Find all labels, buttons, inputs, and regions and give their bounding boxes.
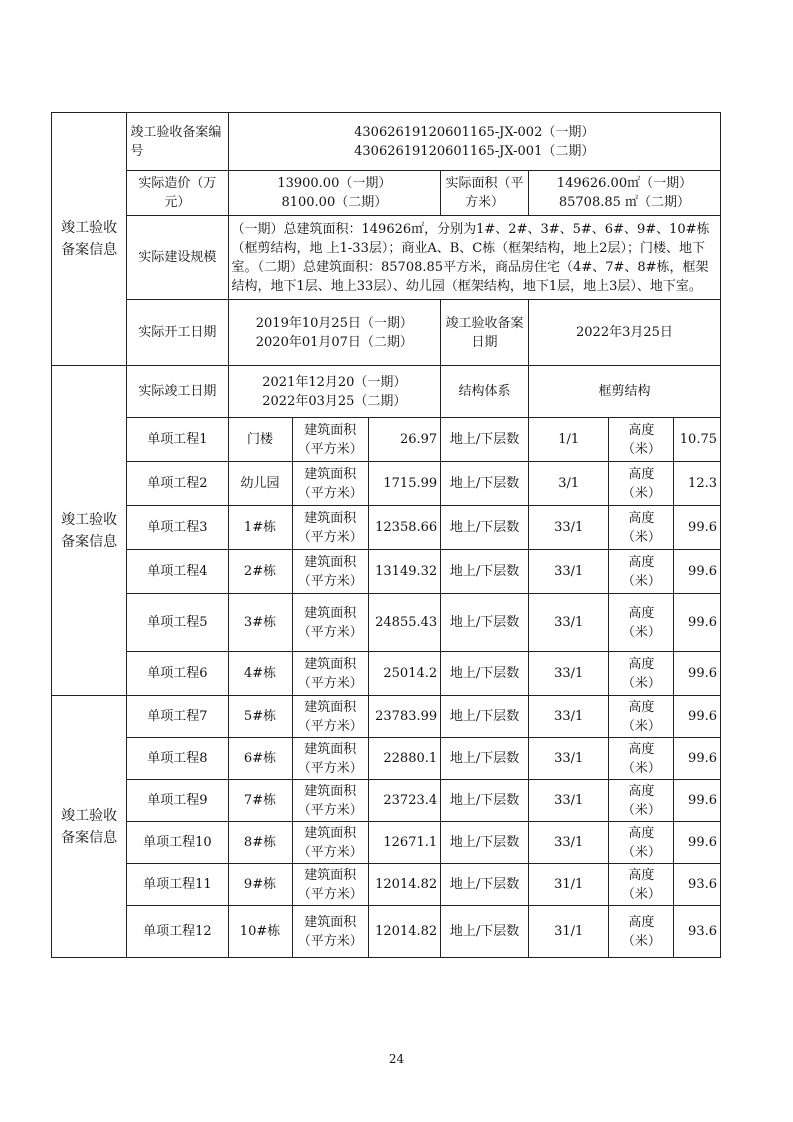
project-area: 26.97 <box>368 418 440 462</box>
project-height: 99.6 <box>674 696 721 738</box>
project-floors: 33/1 <box>528 738 609 780</box>
finish-value-line2: 2022年03月25（二期） <box>262 393 407 409</box>
floors-label-cell: 地上/下层数 <box>441 506 529 550</box>
project-building: 门楼 <box>228 418 292 462</box>
record-date-label: 竣工验收备案日期 <box>441 300 529 366</box>
structure-value: 框剪结构 <box>528 366 720 418</box>
floors-label-cell: 地上/下层数 <box>441 550 529 594</box>
floors-label-cell: 地上/下层数 <box>441 462 529 506</box>
project-height: 12.3 <box>674 462 721 506</box>
project-name: 单项工程4 <box>127 550 228 594</box>
height-label-cell: 高度（米） <box>609 738 674 780</box>
height-label-cell: 高度（米） <box>609 506 674 550</box>
project-name: 单项工程10 <box>127 822 228 864</box>
height-label-cell: 高度（米） <box>609 550 674 594</box>
project-name: 单项工程6 <box>127 652 228 696</box>
project-floors: 31/1 <box>528 864 609 906</box>
area-phase1: 149626.00㎡（一期） <box>556 176 693 191</box>
project-name: 单项工程3 <box>127 506 228 550</box>
project-floors: 33/1 <box>528 696 609 738</box>
section-label-1: 竣工验收备案信息 <box>52 113 127 366</box>
section-label-2: 竣工验收备案信息 <box>52 366 127 696</box>
project-floors: 33/1 <box>528 594 609 652</box>
project-row <box>52 696 721 738</box>
project-row <box>52 652 721 696</box>
scale-label: 实际建设规模 <box>127 216 228 300</box>
finish-value-line1: 2021年12月20（一期） <box>262 374 407 390</box>
floors-label-cell: 地上/下层数 <box>441 418 529 462</box>
project-row <box>52 906 721 958</box>
project-floors: 3/1 <box>528 462 609 506</box>
floors-label-cell: 地上/下层数 <box>441 864 529 906</box>
finish-row <box>52 366 721 418</box>
project-row <box>52 462 721 506</box>
area-label: 实际面积（平方米） <box>441 171 529 216</box>
project-height: 99.6 <box>674 550 721 594</box>
cost-phase1: 13900.00（一期） <box>277 176 392 191</box>
structure-label: 结构体系 <box>441 366 529 418</box>
project-area: 23723.4 <box>368 780 440 822</box>
project-height: 99.6 <box>674 822 721 864</box>
project-building: 4#栋 <box>228 652 292 696</box>
project-area: 25014.2 <box>368 652 440 696</box>
height-label-cell: 高度（米） <box>609 864 674 906</box>
project-building: 1#栋 <box>228 506 292 550</box>
start-phase1: 2019年10月25日（一期） <box>255 315 413 331</box>
start-value <box>228 300 441 366</box>
project-floors: 33/1 <box>528 780 609 822</box>
floors-label-cell: 地上/下层数 <box>441 738 529 780</box>
project-building: 6#栋 <box>228 738 292 780</box>
floors-label-cell: 地上/下层数 <box>441 822 529 864</box>
project-floors: 33/1 <box>528 822 609 864</box>
project-name: 单项工程9 <box>127 780 228 822</box>
height-label-cell: 高度（米） <box>609 594 674 652</box>
height-label-cell: 高度（米） <box>609 462 674 506</box>
project-name: 单项工程11 <box>127 864 228 906</box>
project-row <box>52 780 721 822</box>
project-area: 22880.1 <box>368 738 440 780</box>
project-building: 2#栋 <box>228 550 292 594</box>
scale-text: （一期）总建筑面积：149626㎡，分别为1#、2#、3#、5#、6#、9#、10#栋（框剪结构，地 上1-33层）；商业A、B、C栋（框架结构，地上2层）；门楼、地下室。（二期）总建筑面积：85708.85平方米，商品房住宅（4#、7#、8#栋，框架结构，地下1层、地上33层）、幼儿园（框架结构，地下1层，地上3层）、地下室。 <box>228 216 720 300</box>
record-no-phase2: 43062619120601165-JX-001（二期） <box>354 143 595 159</box>
project-floors: 33/1 <box>528 652 609 696</box>
finish-value <box>228 366 441 418</box>
project-floors: 31/1 <box>528 906 609 958</box>
project-height: 99.6 <box>674 780 721 822</box>
project-height: 99.6 <box>674 738 721 780</box>
floors-label-cell: 地上/下层数 <box>441 652 529 696</box>
height-label-cell: 高度（米） <box>609 906 674 958</box>
height-label-cell: 高度（米） <box>609 652 674 696</box>
project-row <box>52 738 721 780</box>
height-label-cell: 高度（米） <box>609 696 674 738</box>
record-no-phase1: 430626191206011​65-JX-002（一期） <box>354 124 595 140</box>
project-height: 10.75 <box>674 418 721 462</box>
project-building: 8#栋 <box>228 822 292 864</box>
project-building: 7#栋 <box>228 780 292 822</box>
cost-value <box>228 171 441 216</box>
project-floors: 1/1 <box>528 418 609 462</box>
project-height: 93.6 <box>674 906 721 958</box>
floors-label-cell: 地上/下层数 <box>441 780 529 822</box>
project-row <box>52 506 721 550</box>
project-floors: 33/1 <box>528 550 609 594</box>
project-name: 单项工程7 <box>127 696 228 738</box>
start-phase2: 2020年01月07日（二期） <box>255 334 413 350</box>
page-number: 24 <box>388 1052 405 1066</box>
area-label-cell: 建筑面积（平方米） <box>292 462 368 506</box>
project-area: 24855.43 <box>368 594 440 652</box>
floors-label-cell: 地上/下层数 <box>441 696 529 738</box>
project-height: 99.6 <box>674 506 721 550</box>
project-name: 单项工程1 <box>127 418 228 462</box>
area-label-cell: 建筑面积（平方米） <box>292 696 368 738</box>
area-label-cell: 建筑面积（平方米） <box>292 780 368 822</box>
floors-label-cell: 地上/下层数 <box>441 594 529 652</box>
height-label-cell: 高度（米） <box>609 822 674 864</box>
project-height: 93.6 <box>674 864 721 906</box>
height-label-cell: 高度（米） <box>609 780 674 822</box>
project-height: 99.6 <box>674 594 721 652</box>
project-name: 单项工程5 <box>127 594 228 652</box>
project-area: 12014.82 <box>368 864 440 906</box>
area-label-cell: 建筑面积（平方米） <box>292 822 368 864</box>
project-area: 12014.82 <box>368 906 440 958</box>
project-row <box>52 864 721 906</box>
cost-label: 实际造价（万元） <box>127 171 228 216</box>
area-label-cell: 建筑面积（平方米） <box>292 594 368 652</box>
record-no-label: 竣工验收备案编号 <box>127 113 228 171</box>
area-label-cell: 建筑面积（平方米） <box>292 864 368 906</box>
project-area: 12671.1 <box>368 822 440 864</box>
project-building: 幼儿园 <box>228 462 292 506</box>
cost-phase2: 8100.00（二期） <box>281 195 388 210</box>
project-floors: 33/1 <box>528 506 609 550</box>
area-label-cell: 建筑面积（平方米） <box>292 738 368 780</box>
project-row <box>52 550 721 594</box>
area-label-cell: 建筑面积（平方米） <box>292 418 368 462</box>
project-building: 9#栋 <box>228 864 292 906</box>
area-label-cell: 建筑面积（平方米） <box>292 506 368 550</box>
finish-label: 实际竣工日期 <box>127 366 228 418</box>
project-name: 单项工程8 <box>127 738 228 780</box>
height-label-cell: 高度（米） <box>609 418 674 462</box>
project-name: 单项工程12 <box>127 906 228 958</box>
area-label-cell: 建筑面积（平方米） <box>292 550 368 594</box>
acceptance-record-table <box>51 112 721 958</box>
project-area: 12358.66 <box>368 506 440 550</box>
project-row <box>52 418 721 462</box>
project-area: 13149.32 <box>368 550 440 594</box>
section-label-3: 竣工验收备案信息 <box>52 696 127 958</box>
project-building: 3#栋 <box>228 594 292 652</box>
project-area: 23783.99 <box>368 696 440 738</box>
area-label-cell: 建筑面积（平方米） <box>292 652 368 696</box>
project-height: 99.6 <box>674 652 721 696</box>
project-building: 5#栋 <box>228 696 292 738</box>
area-value <box>528 171 720 216</box>
area-label-cell: 建筑面积（平方米） <box>292 906 368 958</box>
project-row <box>52 822 721 864</box>
record-no-value <box>228 113 720 171</box>
project-row <box>52 594 721 652</box>
project-area: 1715.99 <box>368 462 440 506</box>
area-phase2: 85708.85 ㎡（二期） <box>558 195 691 210</box>
project-building: 10#栋 <box>228 906 292 958</box>
floors-label-cell: 地上/下层数 <box>441 906 529 958</box>
start-label: 实际开工日期 <box>127 300 228 366</box>
project-name: 单项工程2 <box>127 462 228 506</box>
record-date-value: 2022年3月25日 <box>528 300 720 366</box>
